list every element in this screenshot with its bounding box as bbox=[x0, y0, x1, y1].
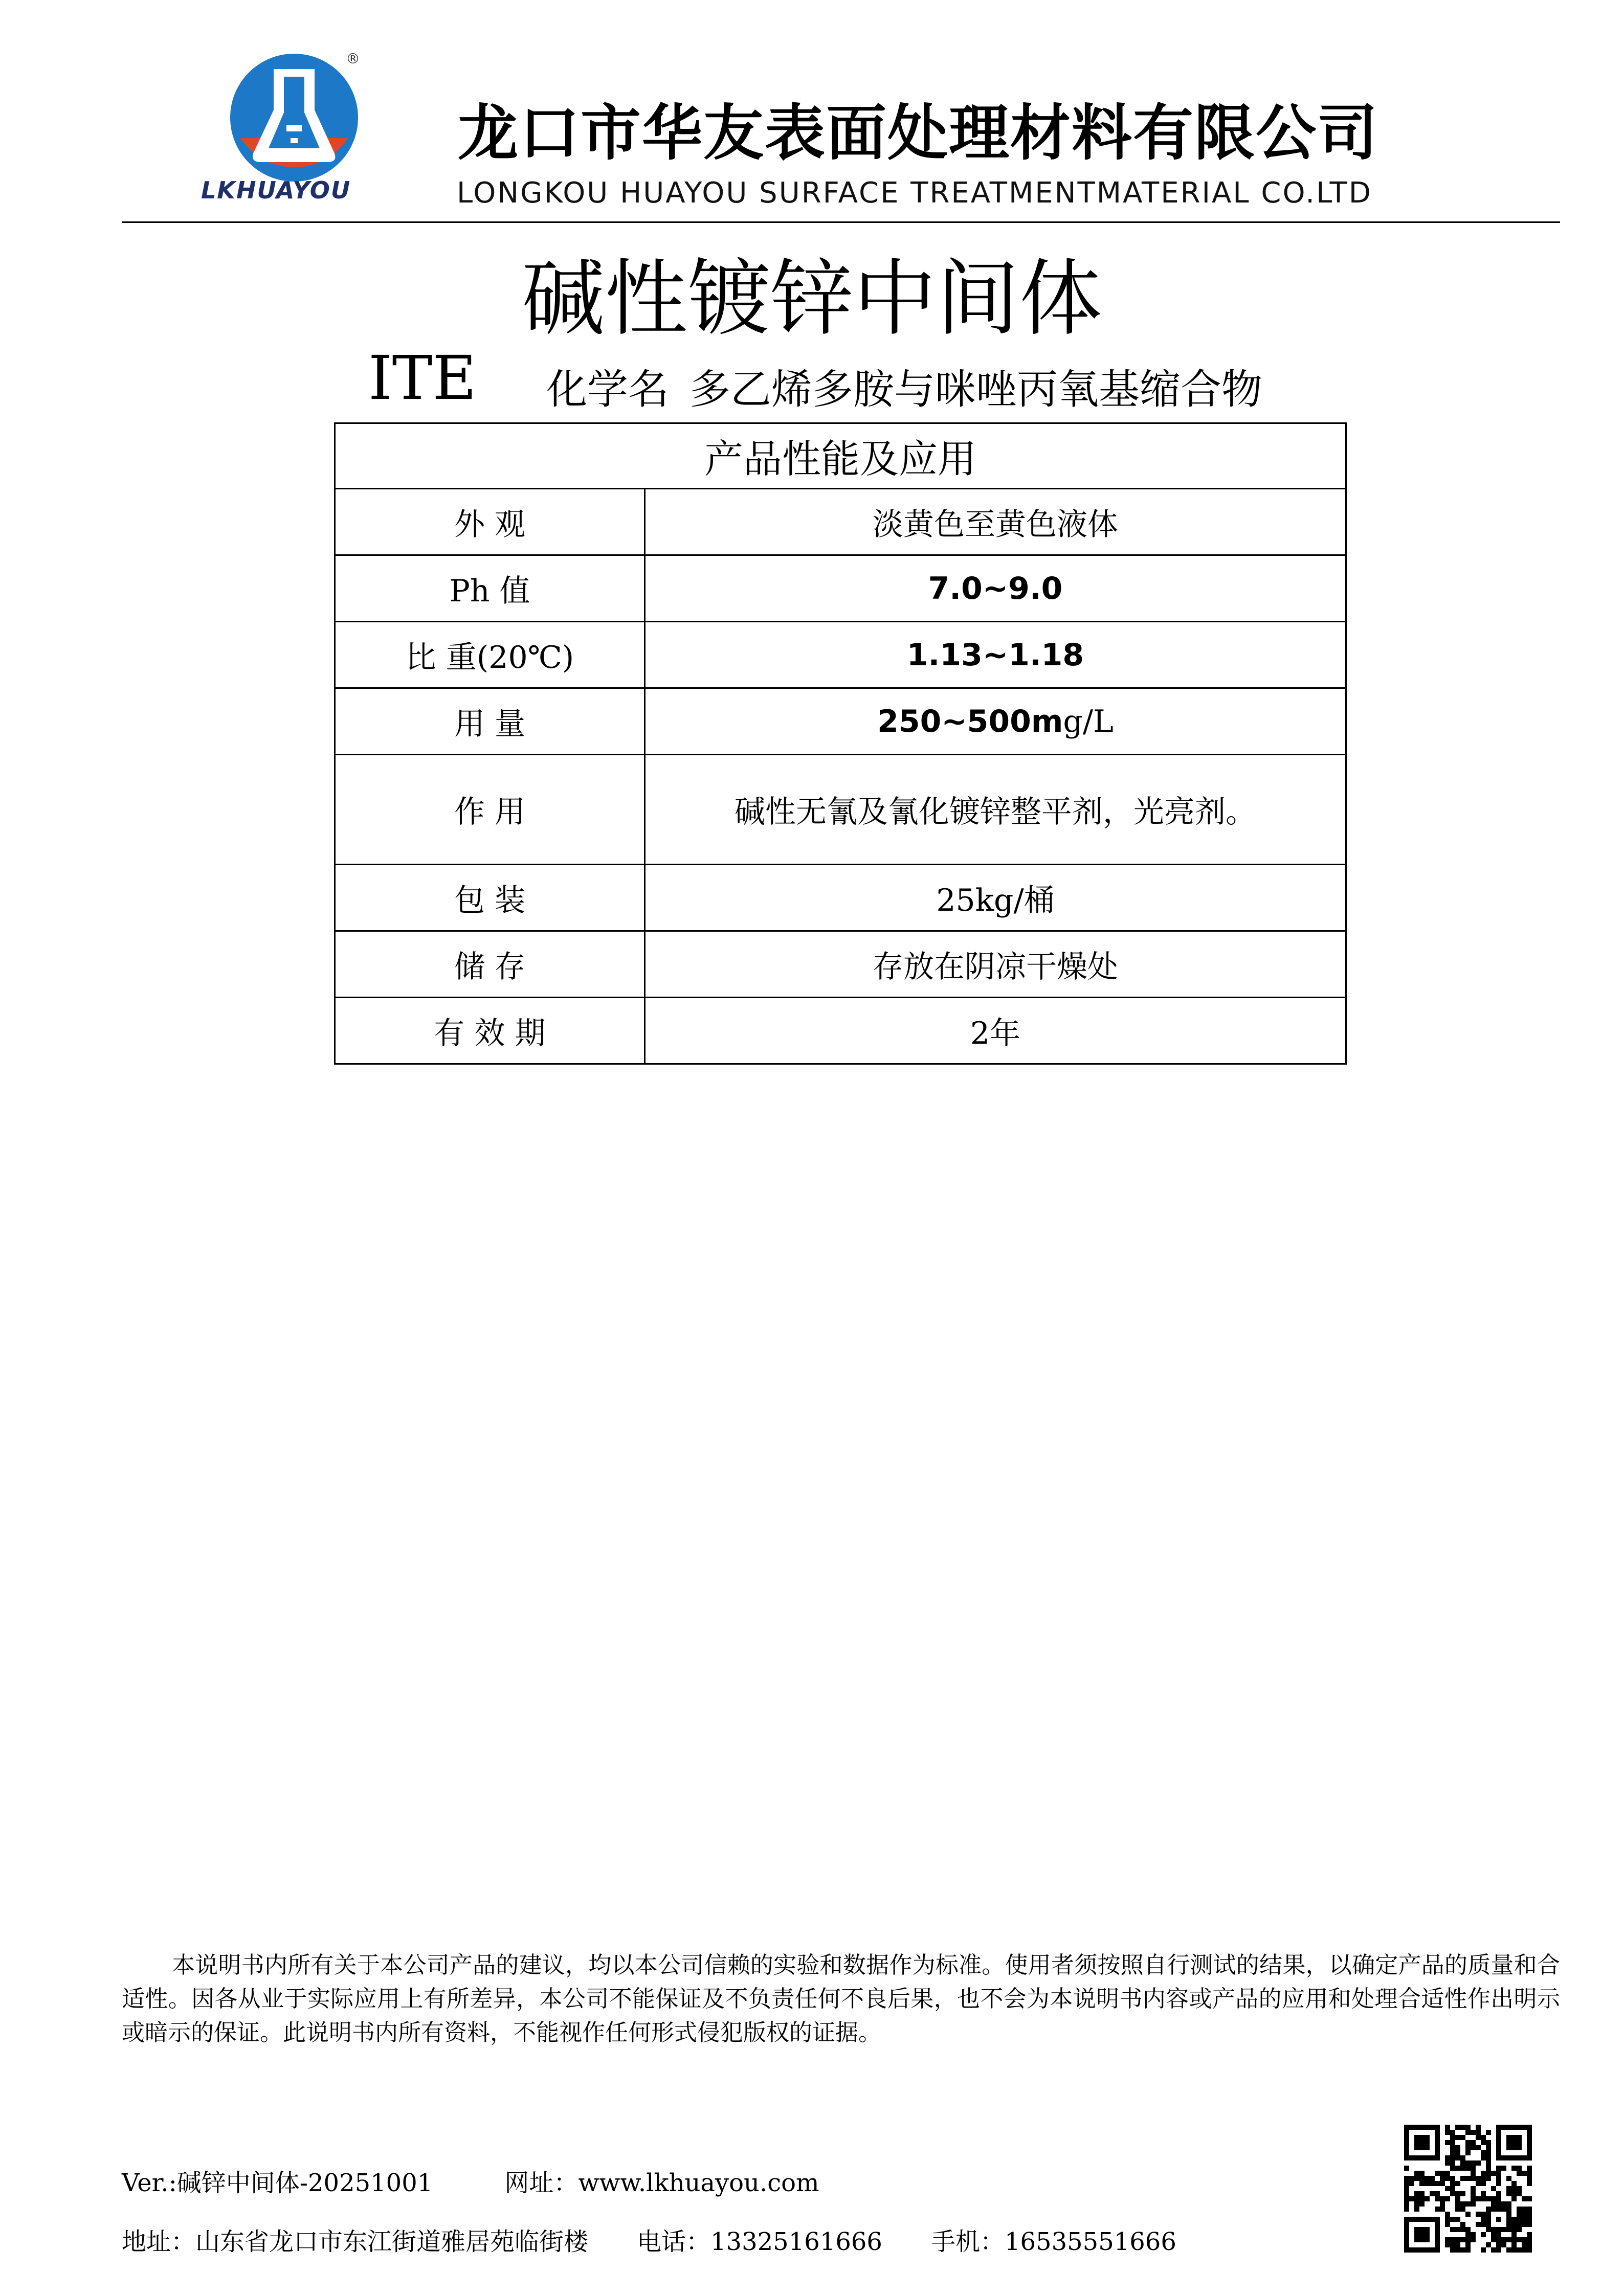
row-value-dosage bbox=[645, 688, 1346, 755]
table-row bbox=[335, 755, 1346, 865]
row-label-appearance: 外 观 bbox=[335, 489, 645, 555]
row-label-storage: 储 存 bbox=[335, 931, 645, 998]
row-label-shelf-life: 有 效 期 bbox=[335, 998, 645, 1064]
table-row bbox=[335, 622, 1346, 688]
company-name-en: LONGKOU HUAYOU SURFACE TREATMENTMATERIAL CO.LTD bbox=[457, 176, 1372, 210]
table-row bbox=[335, 688, 1346, 755]
row-value-density: 1.13~1.18 bbox=[645, 622, 1346, 688]
table-row bbox=[335, 555, 1346, 622]
table-row bbox=[335, 931, 1346, 998]
row-value-packaging: 25kg/桶 bbox=[645, 865, 1346, 931]
chemical-name-line bbox=[546, 356, 1262, 415]
table-row bbox=[335, 489, 1346, 555]
document-title: 碱性镀锌中间体 bbox=[522, 251, 1102, 347]
company-logo-icon bbox=[225, 49, 363, 187]
row-label-dosage: 用 量 bbox=[335, 688, 645, 755]
chemical-name-value: 多乙烯多胺与咪唑丙氧基缩合物 bbox=[689, 366, 1262, 413]
qr-code-icon bbox=[1404, 2125, 1532, 2253]
website-link[interactable]: 网址：www.lkhuayou.com bbox=[504, 2169, 819, 2197]
table-caption: 产品性能及应用 bbox=[335, 423, 1346, 489]
spec-table bbox=[334, 422, 1347, 1065]
row-label-packaging: 包 装 bbox=[335, 865, 645, 931]
dosage-unit: g/L bbox=[1063, 703, 1114, 739]
row-value-function: 碱性无氰及氰化镀锌整平剂，光亮剂。 bbox=[645, 755, 1346, 865]
row-label-ph: Ph 值 bbox=[335, 555, 645, 622]
product-code: ITE bbox=[368, 343, 477, 413]
version-line bbox=[122, 2163, 819, 2198]
company-name-cn: 龙口市华友表面处理材料有限公司 bbox=[458, 98, 1379, 168]
row-value-storage: 存放在阴凉干燥处 bbox=[645, 931, 1346, 998]
row-label-density: 比 重(20℃) bbox=[335, 622, 645, 688]
logo-wordmark: LKHUAYOU bbox=[201, 176, 351, 204]
chemical-name-label: 化学名 bbox=[546, 366, 669, 413]
registered-mark: ® bbox=[346, 50, 360, 67]
dosage-amount: 250~500m bbox=[877, 703, 1063, 739]
address-text: 地址：山东省龙口市东江街道雅居苑临街楼 bbox=[122, 2227, 589, 2256]
row-value-appearance: 淡黄色至黄色液体 bbox=[645, 489, 1346, 555]
table-row bbox=[335, 998, 1346, 1064]
contact-line bbox=[122, 2222, 1176, 2257]
header-divider bbox=[122, 221, 1560, 223]
phone-text: 电话：13325161666 bbox=[637, 2227, 882, 2256]
row-value-ph: 7.0~9.0 bbox=[645, 555, 1346, 622]
row-value-shelf-life: 2年 bbox=[645, 998, 1346, 1064]
table-row bbox=[335, 865, 1346, 931]
version-text: Ver.:碱锌中间体-20251001 bbox=[122, 2169, 433, 2197]
mobile-text: 手机：16535551666 bbox=[930, 2227, 1176, 2256]
row-label-function: 作 用 bbox=[335, 755, 645, 865]
disclaimer-text: 本说明书内所有关于本公司产品的建议，均以本公司信赖的实验和数据作为标准。使用者须按照自行测试的结果，以确定产品的质量和合适性。因各从业于实际应用上有所差异，本公司不能保证及不负责任何不良后果，也不会为本说明书内容或产品的应用和处理合适性作出明示或暗示的保证。此说明书内所有资料，不能视作任何形式侵犯版权的证据。 bbox=[122, 1951, 1560, 2046]
